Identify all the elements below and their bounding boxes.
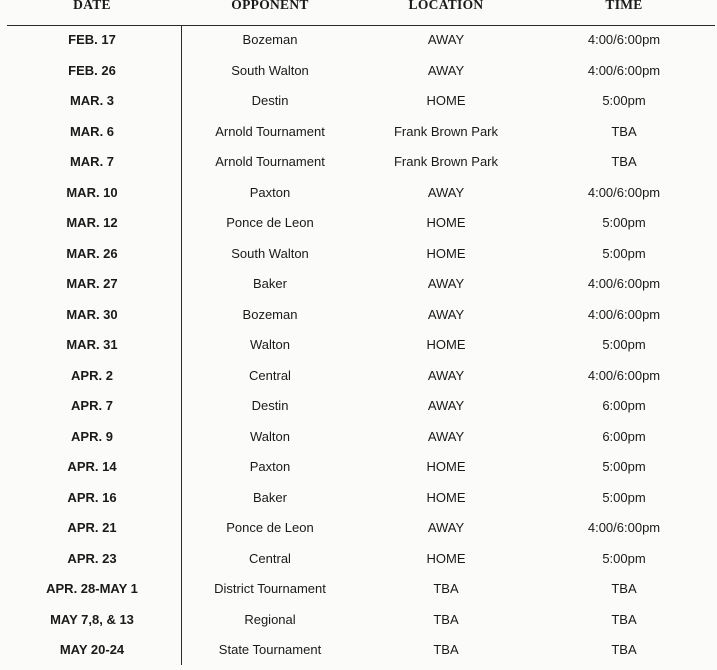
cell-location: HOME xyxy=(426,337,466,352)
header-date: DATE xyxy=(73,0,111,12)
cell-opponent: Ponce de Leon xyxy=(226,520,314,535)
table-row xyxy=(0,395,717,426)
cell-time: 6:00pm xyxy=(602,428,646,444)
cell-date: MAY 20-24 xyxy=(59,642,125,657)
table-row xyxy=(0,426,717,457)
table-row xyxy=(0,60,717,91)
cell-opponent: Walton xyxy=(250,337,290,352)
cell-date: FEB. 17 xyxy=(68,32,116,47)
table-row xyxy=(0,212,717,243)
table-row xyxy=(0,517,717,548)
table-row xyxy=(0,90,717,121)
cell-time: TBA xyxy=(611,581,637,596)
cell-time: 5:00pm xyxy=(602,245,646,261)
cell-opponent: Bozeman xyxy=(242,32,298,47)
cell-location: HOME xyxy=(426,489,466,505)
cell-date: APR. 23 xyxy=(67,550,117,566)
cell-date: APR. 9 xyxy=(71,428,113,444)
cell-opponent: Destin xyxy=(251,398,289,413)
cell-opponent: Bozeman xyxy=(242,306,298,322)
cell-opponent: Destin xyxy=(251,93,289,108)
cell-date: MAR. 30 xyxy=(66,306,118,322)
cell-time: 4:00/6:00pm xyxy=(587,32,661,47)
cell-opponent: Baker xyxy=(253,489,287,505)
cell-time: TBA xyxy=(611,123,637,139)
cell-opponent: State Tournament xyxy=(218,642,322,657)
header-divider xyxy=(7,25,715,26)
header-opponent: OPPONENT xyxy=(231,0,309,12)
cell-time: 5:00pm xyxy=(602,93,646,108)
cell-location: AWAY xyxy=(427,367,465,383)
table-row xyxy=(0,487,717,518)
cell-date: MAR. 10 xyxy=(66,184,118,200)
cell-time: 4:00/6:00pm xyxy=(587,62,661,78)
cell-time: 5:00pm xyxy=(602,550,646,566)
cell-location: TBA xyxy=(433,581,459,596)
table-row xyxy=(0,121,717,152)
table-row xyxy=(0,182,717,213)
cell-location: HOME xyxy=(426,459,466,474)
cell-date: APR. 21 xyxy=(67,520,117,535)
header-location: LOCATION xyxy=(408,0,484,12)
cell-opponent: Central xyxy=(249,550,291,566)
cell-time: 5:00pm xyxy=(602,215,646,230)
table-row xyxy=(0,456,717,487)
table-row xyxy=(0,334,717,365)
cell-location: HOME xyxy=(426,215,466,230)
cell-opponent: South Walton xyxy=(231,62,309,78)
cell-date: MAY 7,8, & 13 xyxy=(50,611,134,627)
cell-opponent: South Walton xyxy=(231,245,309,261)
cell-time: 6:00pm xyxy=(602,398,646,413)
cell-date: APR. 2 xyxy=(71,367,113,383)
cell-opponent: Ponce de Leon xyxy=(226,215,314,230)
cell-opponent: Arnold Tournament xyxy=(215,154,325,169)
table-row xyxy=(0,578,717,609)
cell-time: 4:00/6:00pm xyxy=(587,306,661,322)
table-row xyxy=(0,609,717,640)
cell-date: MAR. 31 xyxy=(66,337,118,352)
cell-location: AWAY xyxy=(427,184,465,200)
cell-date: APR. 7 xyxy=(71,398,113,413)
table-header xyxy=(0,0,717,24)
cell-time: 4:00/6:00pm xyxy=(587,184,661,200)
cell-location: AWAY xyxy=(427,398,465,413)
cell-opponent: Walton xyxy=(250,428,290,444)
cell-time: 4:00/6:00pm xyxy=(587,520,661,535)
cell-time: TBA xyxy=(611,611,637,627)
cell-date: FEB. 26 xyxy=(68,62,116,78)
table-row xyxy=(0,304,717,335)
cell-opponent: Arnold Tournament xyxy=(215,123,325,139)
cell-date: APR. 28-MAY 1 xyxy=(46,581,138,596)
cell-time: TBA xyxy=(611,642,637,657)
table-row xyxy=(0,151,717,182)
cell-location: AWAY xyxy=(427,306,465,322)
cell-date: MAR. 3 xyxy=(69,93,115,108)
cell-date: MAR. 6 xyxy=(69,123,115,139)
table-row xyxy=(0,273,717,304)
cell-location: HOME xyxy=(426,93,466,108)
cell-opponent: Paxton xyxy=(249,459,291,474)
table-row xyxy=(0,29,717,60)
cell-location: HOME xyxy=(426,550,466,566)
cell-location: TBA xyxy=(433,642,459,657)
cell-time: 5:00pm xyxy=(602,489,646,505)
cell-location: TBA xyxy=(433,611,459,627)
table-row xyxy=(0,365,717,396)
cell-time: TBA xyxy=(611,154,637,169)
cell-date: MAR. 26 xyxy=(66,245,118,261)
table-row xyxy=(0,548,717,579)
cell-location: HOME xyxy=(426,245,466,261)
cell-opponent: Paxton xyxy=(249,184,291,200)
cell-date: APR. 16 xyxy=(67,489,117,505)
cell-date: MAR. 27 xyxy=(66,276,118,291)
cell-opponent: Regional xyxy=(244,611,296,627)
cell-time: 4:00/6:00pm xyxy=(587,367,661,383)
cell-date: MAR. 7 xyxy=(69,154,115,169)
cell-location: AWAY xyxy=(427,32,465,47)
table-body xyxy=(0,29,717,670)
cell-time: 5:00pm xyxy=(602,337,646,352)
cell-opponent: Baker xyxy=(253,276,287,291)
table-row xyxy=(0,243,717,274)
header-time: TIME xyxy=(605,0,643,12)
cell-location: AWAY xyxy=(427,520,465,535)
cell-opponent: Central xyxy=(249,367,291,383)
cell-date: MAR. 12 xyxy=(66,215,118,230)
cell-time: 5:00pm xyxy=(602,459,646,474)
cell-time: 4:00/6:00pm xyxy=(587,276,661,291)
cell-location: AWAY xyxy=(427,276,465,291)
cell-location: AWAY xyxy=(427,428,465,444)
cell-location: Frank Brown Park xyxy=(393,123,499,139)
cell-location: Frank Brown Park xyxy=(393,154,499,169)
cell-location: AWAY xyxy=(427,62,465,78)
cell-opponent: District Tournament xyxy=(214,581,326,596)
cell-date: APR. 14 xyxy=(67,459,117,474)
